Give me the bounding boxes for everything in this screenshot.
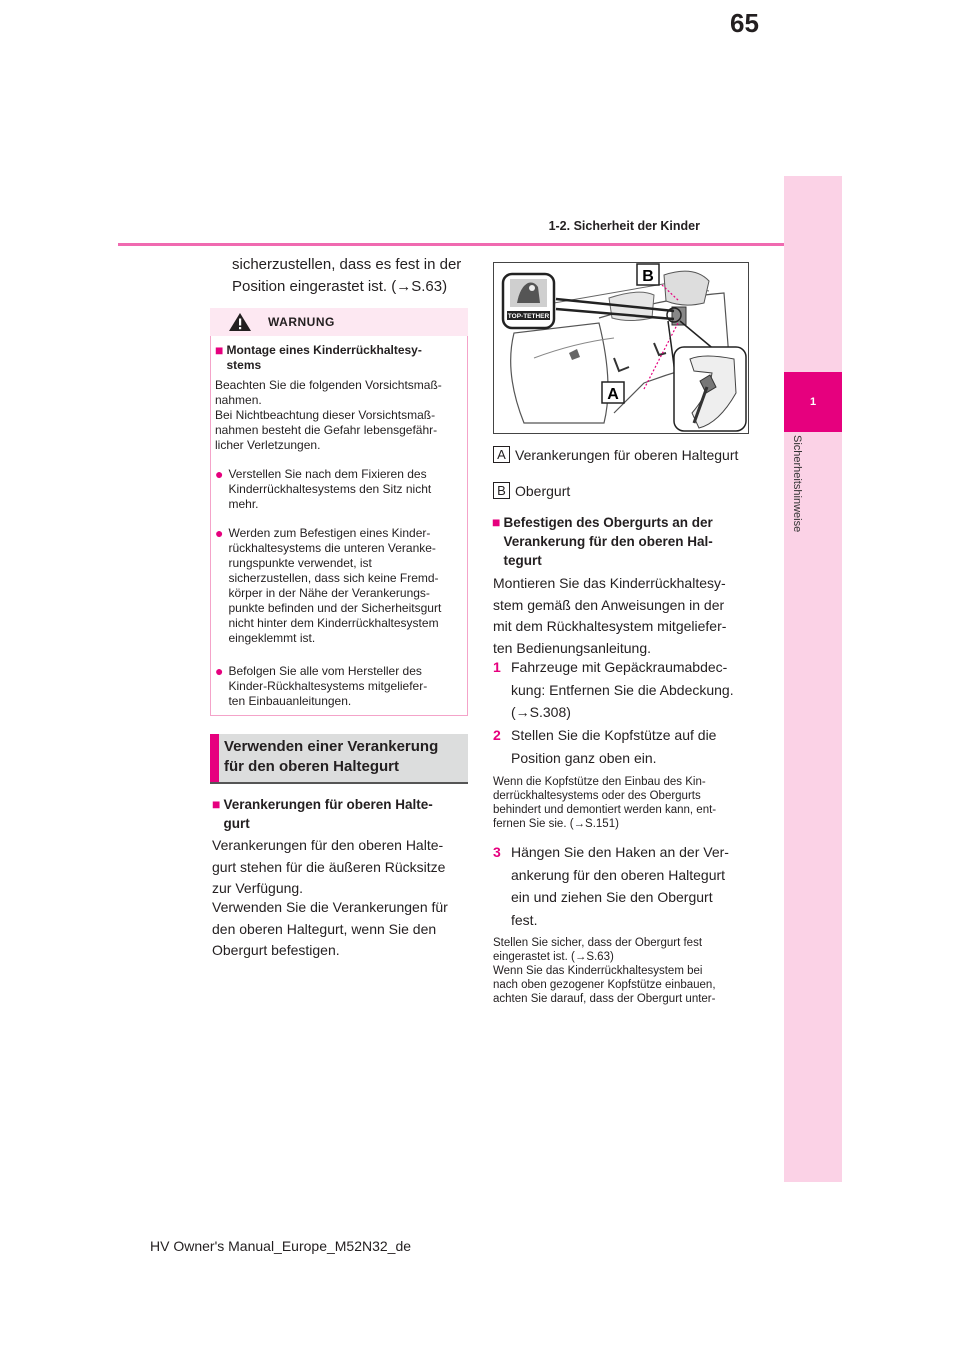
section-heading: Verwenden einer Verankerung für den oberen Haltegurt [224,738,439,775]
left-paragraph-1: Verankerungen für den oberen Halte- gurt stehen für die äußeren Rücksitze zur Verfügung. [212,837,446,896]
legend-a-letter: A [493,446,510,463]
warning-bullet-2-text: Werden zum Befestigen eines Kinder- rückhaltesystems die unteren Veranke- rungspunkte verwendet, ist sicherzustellen, dass sich keine Fremd- körper in der Nähe der Verankerungs- punkte befinden und der Sicherheitsgurt nicht hinter dem Kinderrückhaltesystem eingeklemmt ist. [228,526,442,645]
warning-bullet-3-text: Befolgen Sie alle vom Hersteller des Kinder-Rückhaltesystems mitgeliefer- ten Einbauanleitungen. [228,664,428,708]
warning-title: WARNUNG [268,315,335,329]
circle-bullet-icon: ● [215,466,224,482]
left-paragraph-2: Verwenden Sie die Verankerungen für den oberen Haltegurt, wenn Sie den Obergurt befestigen. [212,899,448,958]
step-2-number: 2 [493,727,501,743]
warning-triangle-icon [228,312,252,332]
warning-bullet-1-text: Verstellen Sie nach dem Fixieren des Kinderrückhaltesystems den Sitz nicht mehr. [228,467,432,511]
seat-drawing [494,263,748,433]
right-subheading-row [492,513,762,570]
page-number: 65 [730,8,759,38]
warning-paragraph: Beachten Sie die folgenden Vorsichtsmaß- nahmen. Bei Nichtbeachtung dieser Vorsichtsmaß- nahmen besteht die Gefahr lebensgefähr- licher Verletzungen. [215,378,442,452]
legend-b [493,482,570,499]
step-1-number: 1 [493,659,501,675]
intro-line-1: sicherzustellen, dass es fest in der [232,256,462,273]
legend-a-text: Verankerungen für oberen Haltegurt [515,446,739,463]
footer-text: HV Owner's Manual_Europe_M52N32_de [150,1238,412,1254]
step-1 [493,656,773,724]
intro-line-2: Position eingerastet ist. (→S.63) [232,278,448,295]
step-3-text: Hängen Sie den Haken an der Ver- ankerung für den oberen Haltegurt ein und ziehen Sie den Obergurt fest. [511,844,729,928]
side-tab-label: Sicherheitshinweise [791,435,803,533]
right-subheading: Befestigen des Obergurts an der Verankerung für den oberen Hal- tegurt [503,515,713,568]
square-bullet-icon: ■ [212,796,221,812]
step-2-note: Wenn die Kopfstütze den Einbau des Kin- derrückhaltesystems oder des Obergurts behindert und demontiert werden kann, ent- fernen Sie sie. (→S.151) [493,776,717,830]
step-3-note: Stellen Sie sicher, dass der Obergurt fest eingerastet ist. (→S.63) Wenn Sie das Kinderrückhaltesystem bei nach oben gezogener Kopfstütze einbauen, achten Sie darauf, dass der Obergurt unter- [493,937,716,1005]
right-paragraph-1: Montieren Sie das Kinderrückhaltesy- stem gemäß den Anweisungen in der mit dem Rückhaltesystem mitgeliefer- ten Bedienungsanleitung. [493,575,727,656]
left-subheading-row [212,795,472,833]
left-subheading: Verankerungen für oberen Halte- gurt [223,797,433,831]
warning-heading-row [215,343,465,373]
square-bullet-icon: ■ [215,342,224,358]
figure-label-b: B [642,268,654,285]
section-title: 1-2. Sicherheit der Kinder [548,219,700,233]
warning-bullet-1 [215,467,465,512]
warning-bullet-3 [215,664,465,709]
section-heading-rule [210,782,468,784]
step-2-text: Stellen Sie die Kopfstütze auf die Position ganz oben ein. [511,727,717,766]
section-heading-accent [210,734,219,782]
step-3 [493,841,773,931]
step-2 [493,724,773,769]
square-bullet-icon: ■ [492,514,501,530]
side-tab-bar [784,176,842,1182]
warning-bullet-2 [215,526,465,646]
legend-b-text: Obergurt [515,482,571,499]
tether-icon-label: TOP-TETHER [507,313,550,320]
figure-label-a: A [607,386,619,403]
tether-anchor-illustration [493,262,749,434]
side-tab-chapter[interactable]: 1 [784,372,842,432]
header-rule [118,243,790,246]
warning-heading: Montage eines Kinderrückhaltesy- stems [226,343,422,372]
legend-a [493,446,738,463]
legend-b-letter: B [493,482,510,499]
circle-bullet-icon: ● [215,525,224,541]
step-1-text: Fahrzeuge mit Gepäckraumabdec- kung: Entfernen Sie die Abdeckung. (→S.308) [511,659,734,720]
step-3-number: 3 [493,844,501,860]
circle-bullet-icon: ● [215,663,224,679]
